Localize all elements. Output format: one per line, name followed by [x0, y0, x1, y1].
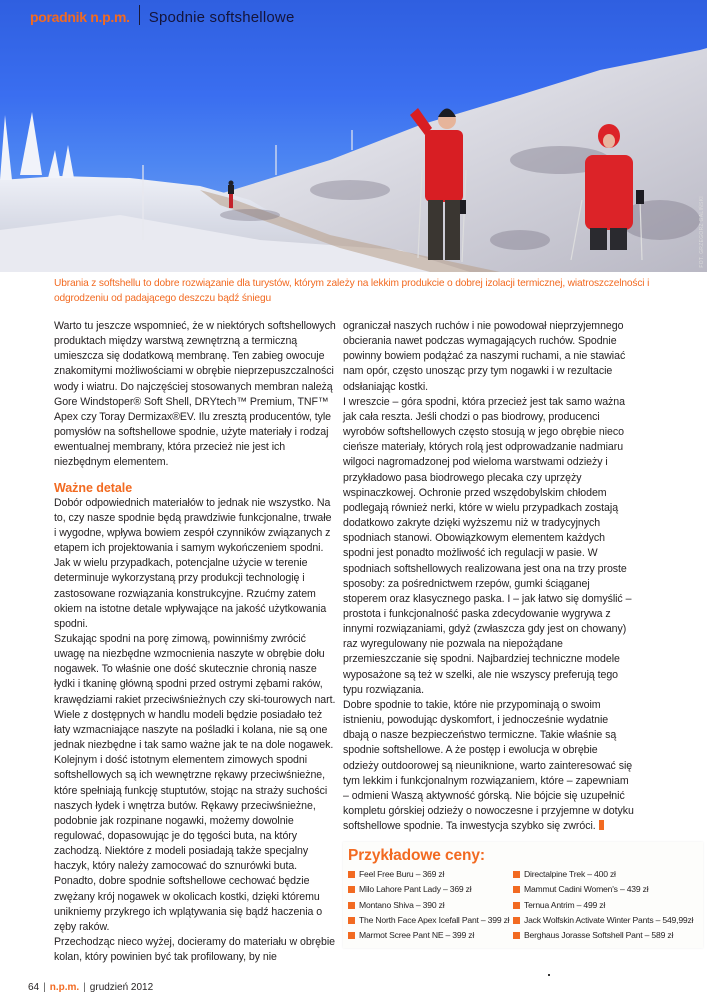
prices-list-left: [348, 867, 513, 943]
article-paragraph-final: [343, 698, 636, 834]
article-paragraph: Kolejnym i dość istotnym elementem zimowych spodni softshellowych są ich wewnętrzne rękawy przeciwśnieżne, które spełniają funkcję stuptutów, stojąc na straży suchości naszych łydek i wnętrza butów. Rękawy przeciwśnieżne, podobnie jak rozpinane nogawki, możemy dowolnie regulować, dopasowując je do tęgości buta, na który zachodzą. Niektóre z modeli posiadają także specjalny haczyk, który należy zamocować do sznurówki buta. Ponadto, dobre spodnie softshellowe cechować będzie zwężany krój nogawek w okolicach kostki, dzięki któremu unikniemy przykrego ich wplątywania się bądź haczenia o zęby raków.: [54, 754, 328, 933]
price-item: Marmot Scree Pant NE – 399 zł: [348, 928, 513, 943]
photo-caption: Ubrania z softshellu to dobre rozwiązanie dla turystów, którym zależy na lekkim produkcie o dobrej izolacji termicznej, wiatroszczelności i odgrodzeniu od padającego deszczu bądź śniegu: [54, 278, 650, 304]
issue-date: grudzień 2012: [89, 982, 154, 993]
mountain-hikers-illustration: [0, 0, 707, 272]
price-item: Feel Free Buru – 369 zł: [348, 867, 513, 882]
square-bullet-icon: [348, 886, 355, 893]
end-of-article-mark-icon: [599, 820, 604, 830]
section-heading: Ważne detale: [54, 480, 133, 495]
header-divider: [139, 5, 140, 25]
article-column-right: [343, 319, 636, 834]
article-paragraph: ograniczał naszych ruchów i nie powodował nieprzyjemnego obcierania nawet podczas wymagających ruchów. Spodnie powinny bowiem podążać za naszymi ruchami, a nie stawiać nam opór, często unosząc przy tym nogawki i w rezultacie odsłaniając kostki.: [343, 320, 626, 393]
article-column-left: [54, 319, 336, 965]
section-tag: poradnik n.p.m.: [30, 9, 130, 25]
square-bullet-icon: [513, 902, 520, 909]
page-number: 64: [28, 982, 40, 993]
square-bullet-icon: [513, 886, 520, 893]
price-item: Directalpine Trek – 400 zł: [513, 867, 693, 882]
prices-title: Przykładowe ceny:: [348, 847, 485, 864]
price-item: Mammut Cadini Women's – 439 zł: [513, 882, 693, 897]
header-title: Spodnie softshellowe: [148, 8, 295, 26]
square-bullet-icon: [513, 932, 520, 939]
running-header: [30, 6, 295, 28]
square-bullet-icon: [513, 917, 520, 924]
square-bullet-icon: [348, 902, 355, 909]
price-item: The North Face Apex Icefall Pant – 399 zł: [348, 913, 513, 928]
article-paragraph: Przechodząc nieco wyżej, docieramy do materiału w obrębie kolan, który powinien być tak profilowany, by nie: [54, 936, 335, 964]
price-item: Ternua Antrim – 499 zł: [513, 898, 693, 913]
square-bullet-icon: [348, 871, 355, 878]
print-speck: [548, 974, 550, 976]
sample-prices-box: [343, 842, 703, 948]
square-bullet-icon: [348, 932, 355, 939]
price-item: Montano Shiva – 390 zł: [348, 898, 513, 913]
hero-photo: [0, 0, 707, 272]
article-paragraph-intro: Warto tu jeszcze wspomnieć, że w niektórych softshellowych produktach między warstwą zewnętrzną a termiczną umieszcza się dodatkową membranę. Ten zabieg owocuje znakomitymi możliwościami w obrębie nieprzepuszczalności wody i wiatru. Do najczęściej stosowanych membran należą Gore Windstoper® Soft Shell, DRYtech™ Premium, TNF™ Apex czy Toray Dermizax®EV. Ilu zresztą producentów, tyle pomysłów na softshellowe spodnie, użyte materiały i rodzaj ewentualnej membrany, która przecież nie jest ich niezbędnym elementem.: [54, 320, 336, 469]
magazine-brand: n.p.m.: [49, 982, 80, 993]
footer-separator: |: [43, 982, 46, 993]
price-item: Milo Lahore Pant Lady – 369 zł: [348, 882, 513, 897]
square-bullet-icon: [513, 871, 520, 878]
price-item: Jack Wolfskin Activate Winter Pants – 549,99zł: [513, 913, 693, 928]
article-final-text: Dobre spodnie to takie, które nie przypominają o swoim istnieniu, powodując dyskomfort, i jednocześnie wydatnie dbają o nasze bezpieczeństwo termiczne. Takie właśnie są spodnie softshellowe. A że postęp i ewolucja w obrębie odzieży outdoorowej są nieuniknione, warto zainteresować się tym lekkim i funkcjonalnym rozwiązaniem, które – zapewniam – odmieni Waszą aktywność górską. Nie bójcie się uzupełnić kompletu górskiej odzieży o nowoczesne i przyjemne w dotyku softshellowe spodnie. Ta inwestycja szybko się zwróci.: [343, 698, 634, 833]
page-footer: [28, 982, 153, 993]
article-paragraph: Szukając spodni na porę zimową, powinniśmy zwrócić uwagę na niezbędne wzmocnienia naszyte w obrębie dołu nogawek. To właśnie one dość skutecznie chronią nasze łydki i tkaninę główną spodni przed ostrymi zębami raków, krawędziami rakiet przeciwśnieżnych czy ski-tourowych nart. Wiele z dostępnych w handlu modeli będzie posiadało też łaty wzmacniające naszyte na pośladki i kolana, nie są one jednak niezbędne i tak samo ważne jak te na dole nogawek.: [54, 632, 336, 752]
price-item: Berghaus Jorasse Softshell Pant – 589 zł: [513, 928, 693, 943]
article-paragraph: I wreszcie – góra spodni, która przecież jest tak samo ważna jak cała reszta. Jeśli chodzi o pas biodrowy, producenci wyrobów softshellowych często stosują w jego obrębie nieco cieńsze materiały, których rolą jest odprowadzanie nadmiaru wilgoci nagromadzonej pod wieloma warstwami odzieży i przykładowo pasa biodrowego plecaka czy uprzęży wspinaczkowej. Ochronie przed wszędobylskim chłodem podlegają również nerki, które w wielu przypadkach zostają dodatkowo zakryte dzięki wyższemu niż w tradycyjnych spodniach stanowi. Obowiązkowym elementem każdych spodni jest ponadto możliwość ich regulacji w pasie. W spodniach softshellowych realizowana jest ona na trzy proste sposoby: za pośrednictwem rzepów, gumki ściąganej stoperem oraz klasycznego paska. I – jak łatwo się domyślić – prostota i funkcjonalność paska zdecydowanie wygrywa z innymi rozwiązaniami, gdyż (zwłaszcza gdy jest on chowany) raz wyregulowany nie pozwala na niepożądane przemieszczanie się spodni. Najbardziej techniczne modele wyposażone są też w szelki, ale nie wszyscy preferują tego typu rozwiązania.: [343, 395, 632, 696]
article-paragraph: Dobór odpowiednich materiałów to jednak nie wszystko. Na to, czy nasze spodnie będą prawdziwie funkcjonalne, trwałe i wygodne, wpływa bowiem zespół czynników związanych z etapem ich projektowania i samym wykończeniem spodni. Jak w wielu przypadkach, potencjalne użycie w terenie determinuje wykorzystaną przy produkcji technologię i zastosowane rozwiązania konstrukcyjne. Rzućmy zatem okiem na istotne detale wpływające na jakość użytkowania spodni.: [54, 496, 332, 630]
footer-separator: |: [83, 982, 86, 993]
photo-credit: FOT. GRZEGORZ GALIŃSKI: [699, 196, 705, 268]
square-bullet-icon: [348, 917, 355, 924]
prices-list-right: [513, 867, 693, 943]
